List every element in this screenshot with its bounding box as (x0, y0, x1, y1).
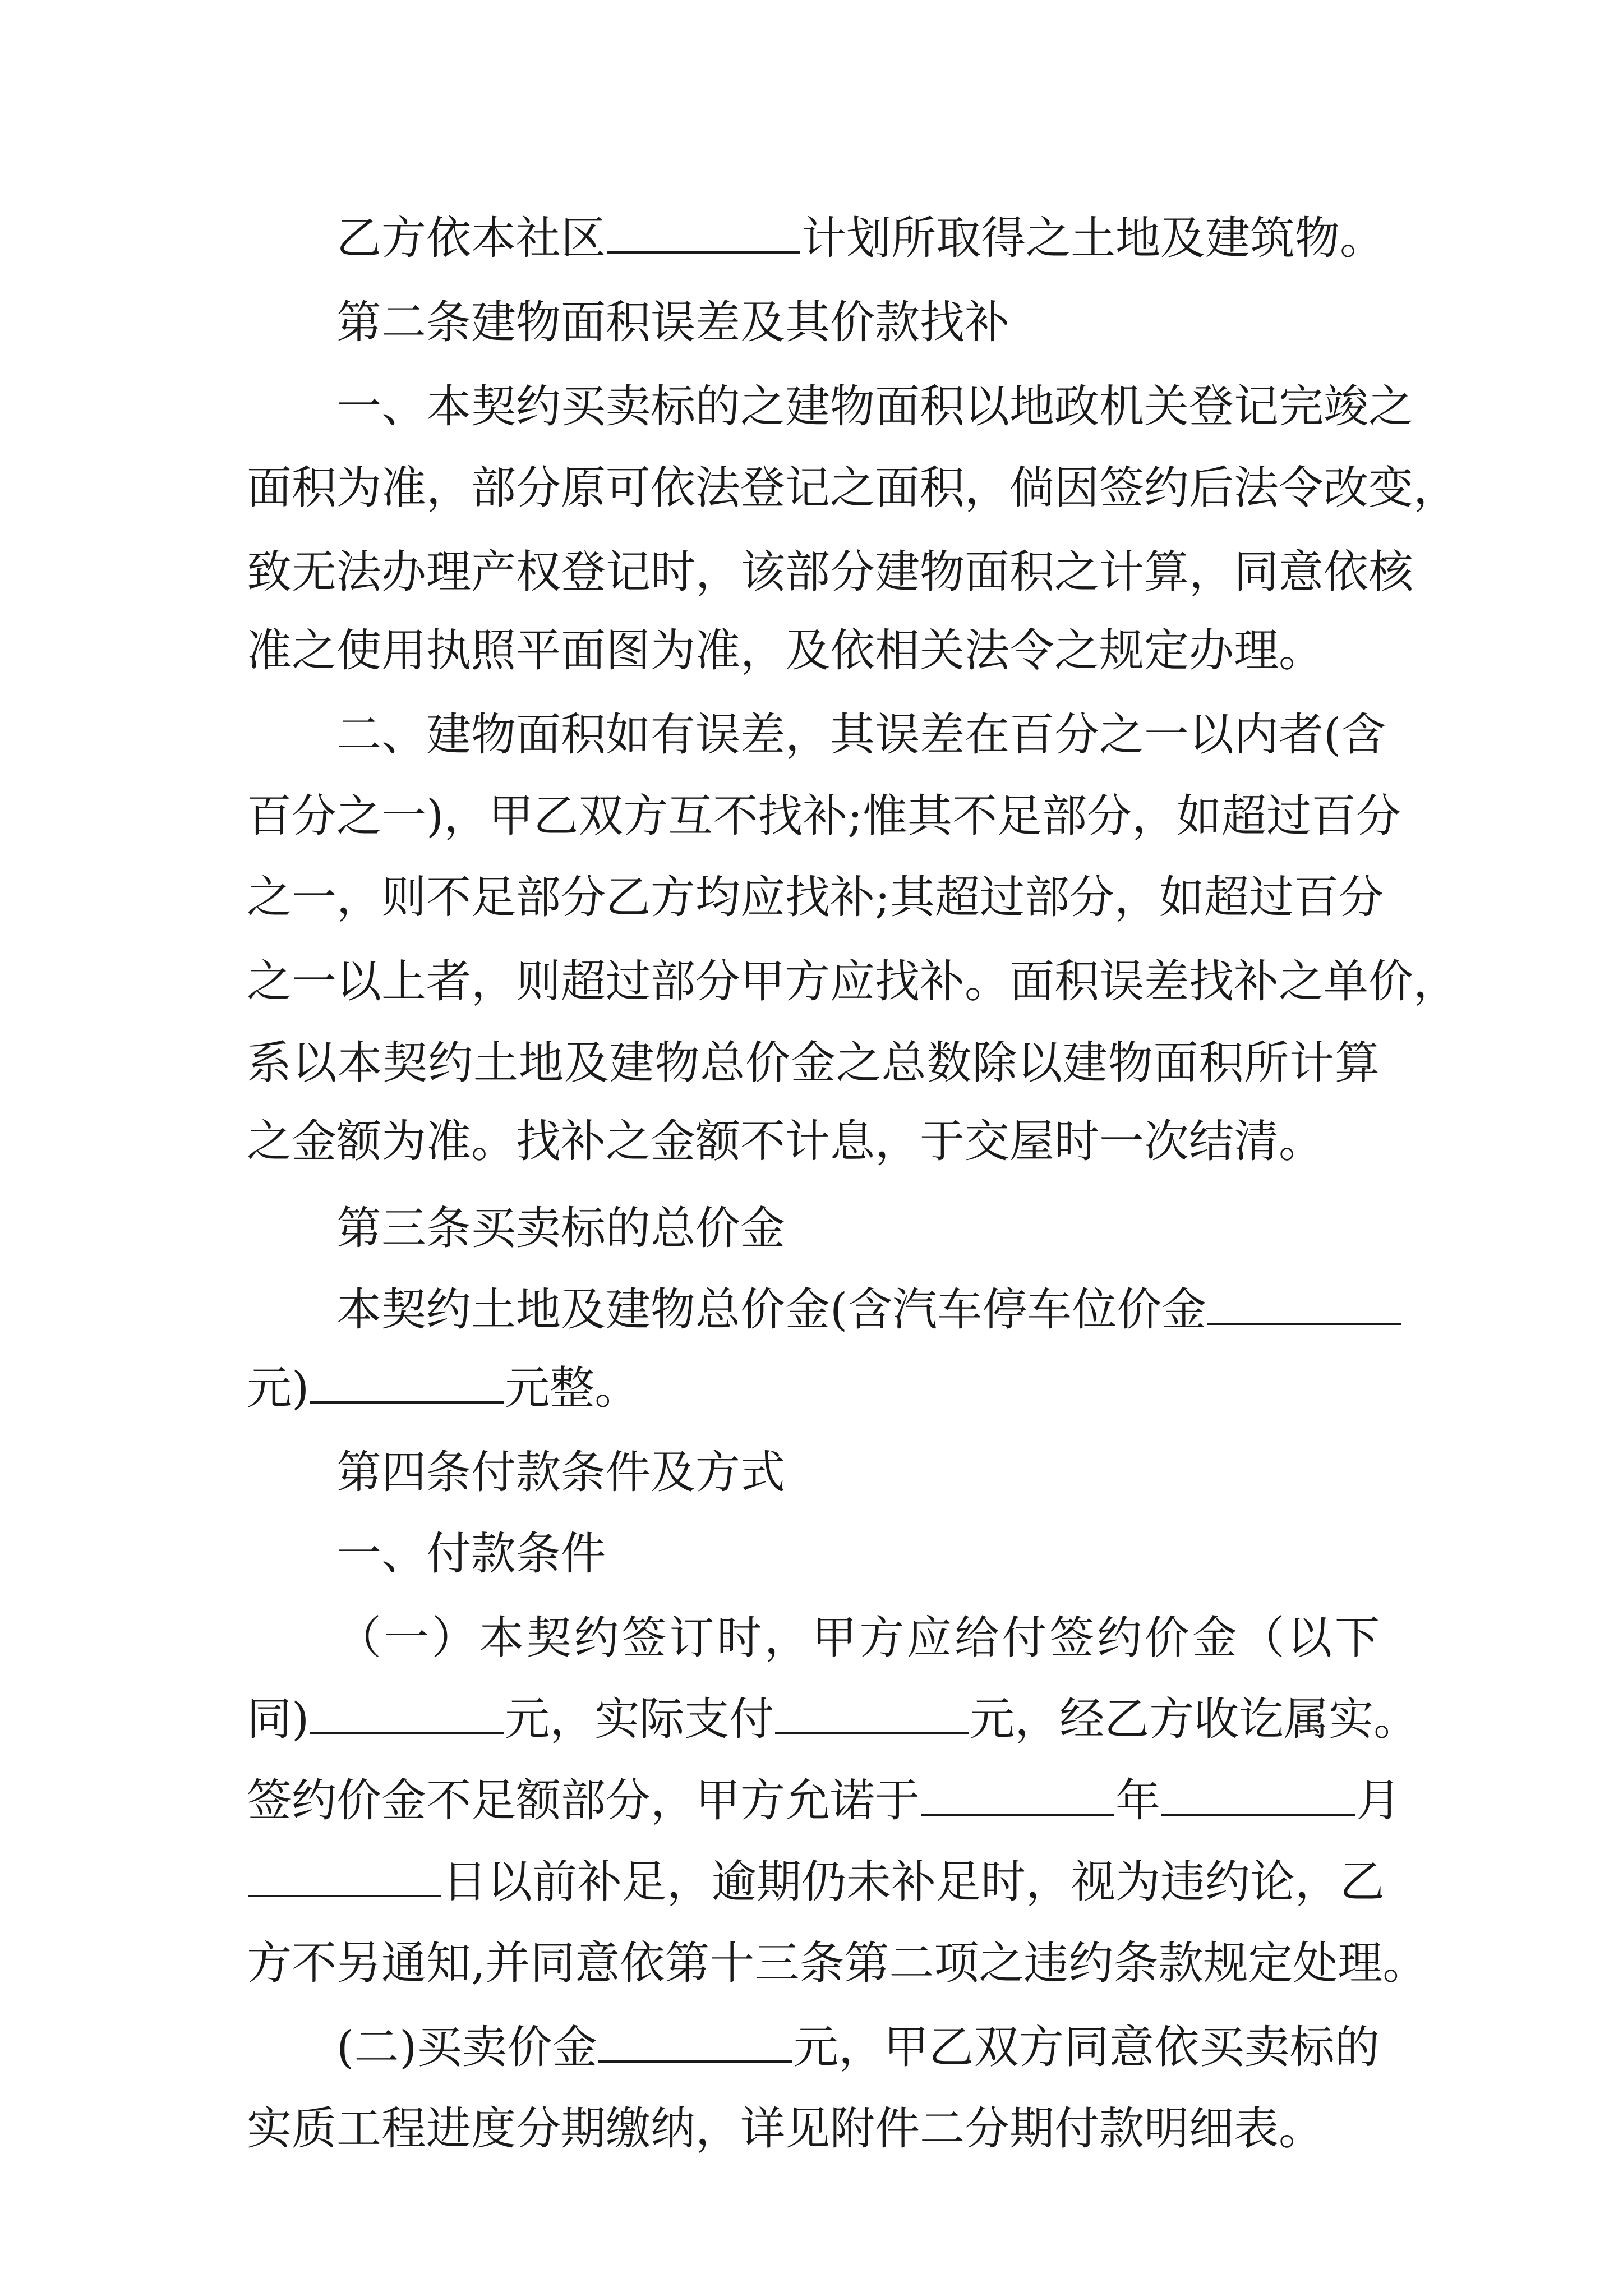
text-segment: 本契约土地及建物总价金(含汽车停车位价金 (336, 1283, 1207, 1336)
text-line (247, 1680, 1419, 1759)
text-line: 百分之一)，甲乙双方互不找补;惟其不足部分，如超过百分 (247, 790, 1401, 842)
text-segment: 日以前补足，逾期仍未补足时，视为违约论，乙 (442, 1856, 1385, 1908)
text-segment: 元，经乙方收讫属实。 (970, 1693, 1419, 1745)
fill-in-blank (1207, 1283, 1401, 1325)
fill-in-blank (607, 212, 800, 254)
text-segment: 签约价金不足额部分，甲方允诺于 (247, 1774, 920, 1826)
text-line: 之金额为准。找补之金额不计息，于交屋时一次结清。 (247, 1115, 1324, 1167)
text-line (336, 2008, 1380, 2087)
text-line (247, 1349, 1380, 1428)
text-line: 方不另通知,并同意依第十三条第二项之违约条款规定处理。 (247, 1937, 1428, 1989)
fill-in-blank (310, 1693, 504, 1734)
section-heading: 第三条买卖标的总价金 (336, 1202, 785, 1254)
text-line (336, 1271, 1469, 1349)
fill-in-blank (775, 1693, 969, 1734)
text-segment: 同) (247, 1693, 310, 1745)
text-line: 准之使用执照平面图为准，及依相关法令之规定办理。 (247, 624, 1324, 677)
fill-in-blank (1161, 1774, 1355, 1816)
text-line: 一、本契约买卖标的之建物面积以地政机关登记完竣之 (336, 380, 1413, 432)
text-line: 系以本契约土地及建物总价金之总数除以建物面积所计算 (247, 1037, 1380, 1089)
section-heading: 第二条建物面积误差及其价款找补 (336, 296, 1009, 348)
text-segment: 计划所取得之土地及建筑物。 (801, 212, 1385, 264)
fill-in-blank (921, 1774, 1114, 1816)
text-line: 面积为准，部分原可依法登记之面积，倘因签约后法令改变， (247, 462, 1458, 514)
text-segment: 年 (1115, 1774, 1160, 1826)
text-segment: 元整。 (505, 1362, 640, 1414)
text-segment: 乙方依本社区 (336, 212, 606, 264)
text-line: 之一，则不足部分乙方均应找补;其超过部分，如超过百分 (247, 871, 1384, 923)
text-segment: (二)买卖价金 (336, 2021, 598, 2073)
text-line: 致无法办理产权登记时，该部分建物面积之计算，同意依核 (247, 546, 1413, 598)
fill-in-blank (310, 1362, 504, 1404)
fill-in-blank (248, 1856, 441, 1897)
section-heading: 第四条付款条件及方式 (336, 1446, 785, 1498)
text-line: （一）本契约签订时，甲方应给付签约价金（以下 (336, 1612, 1380, 1664)
text-line: 实质工程进度分期缴纳，详见附件二分期付款明细表。 (247, 2102, 1324, 2155)
text-segment: 月 (1356, 1774, 1401, 1826)
text-segment: 元，甲乙双方同意依买卖标的 (793, 2021, 1380, 2073)
text-line (336, 199, 1469, 278)
text-segment: 元) (247, 1362, 310, 1414)
text-segment: 元，实际支付 (505, 1693, 774, 1745)
sub-heading: 一、付款条件 (336, 1527, 606, 1580)
fill-in-blank (598, 2021, 792, 2063)
text-line (247, 1843, 1385, 1921)
text-line: 之一以上者，则超过部分甲方应找补。面积误差找补之单价， (247, 955, 1458, 1007)
text-line (247, 1761, 1401, 1840)
text-line: 二、建物面积如有误差，其误差在百分之一以内者(含 (336, 708, 1386, 761)
